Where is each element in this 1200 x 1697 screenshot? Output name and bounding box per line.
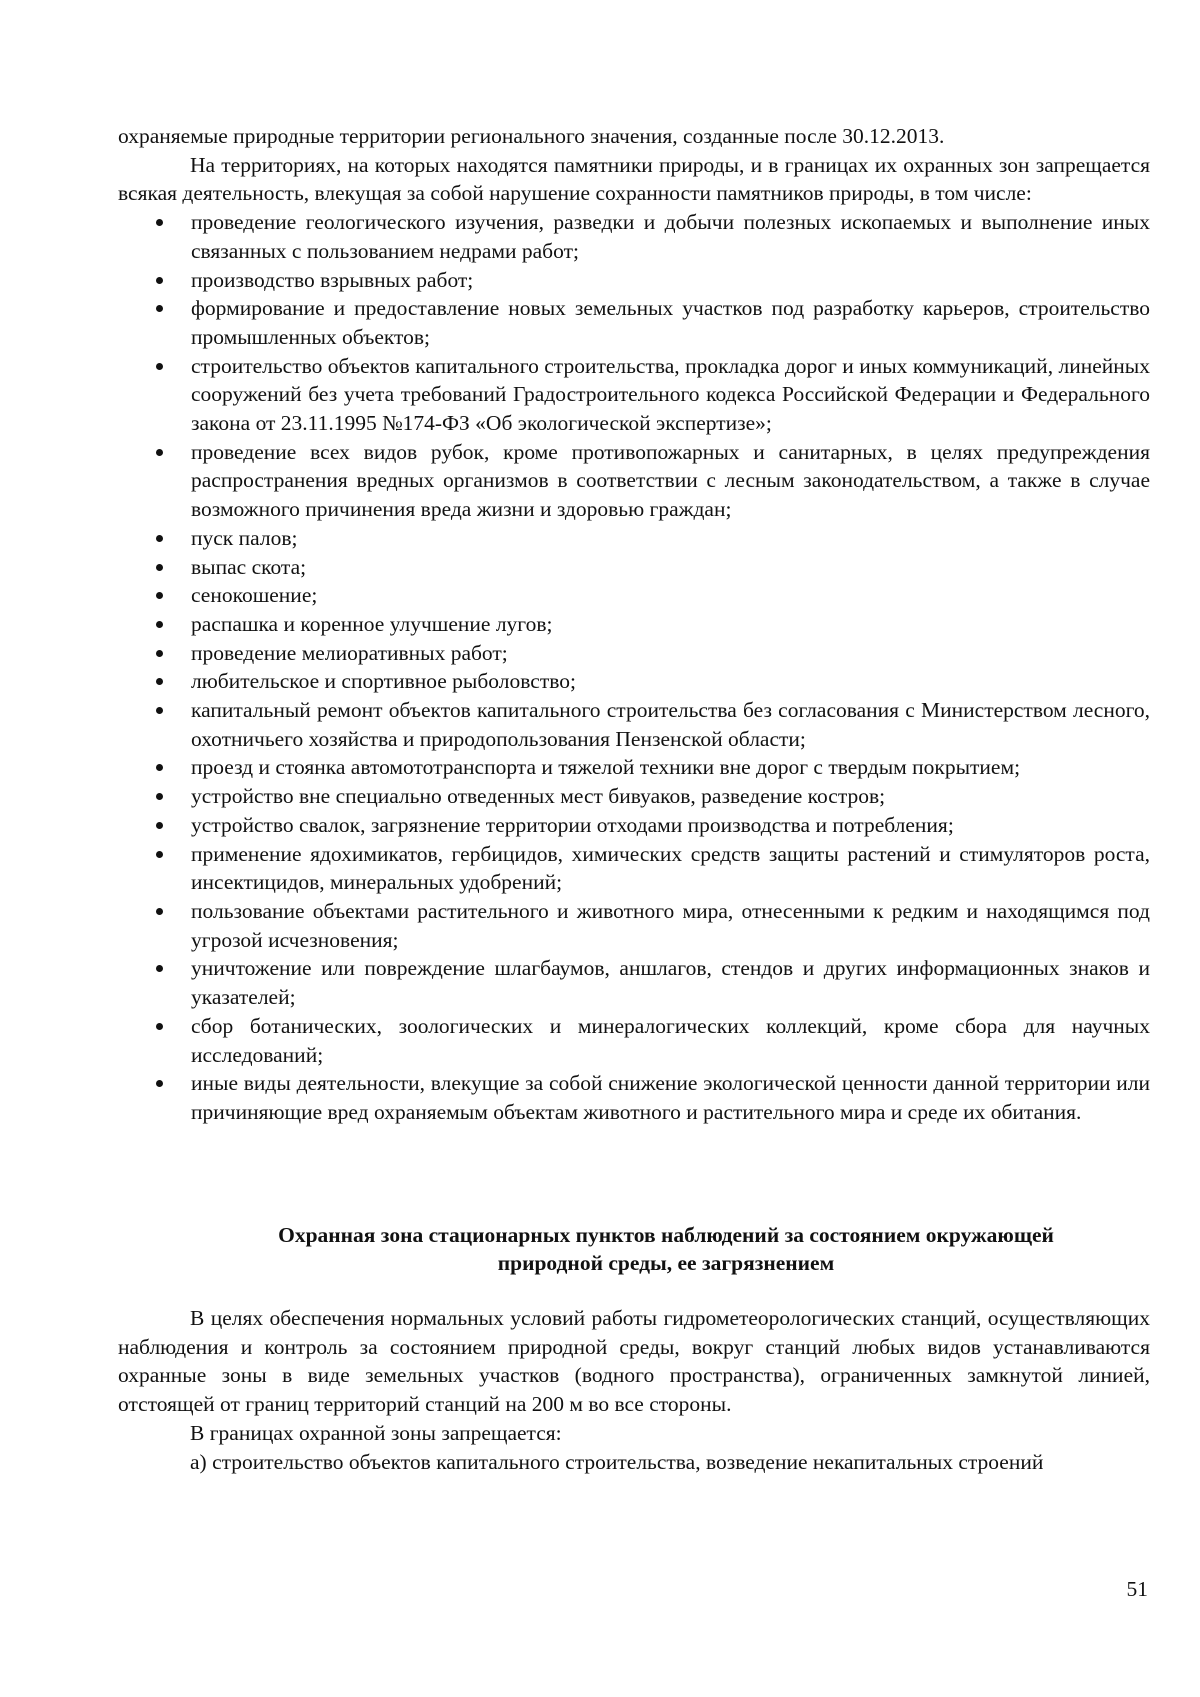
list-item: проведение всех видов рубок, кроме противопожарных и санитарных, в целях предупреждения распространения вредных организмов в соответствии с лесным законодательством, а также в случае возможного причинения вреда жизни и здоровью граждан; bbox=[118, 438, 1150, 524]
list-item: строительство объектов капитального строительства, прокладка дорог и иных коммуникаций, линейных сооружений без учета требований Градостроительного кодекса Российской Федерации и Федерального закона от 23.11.1995 №174-ФЗ «Об экологической экспертизе»; bbox=[118, 352, 1150, 438]
zone-prohibited-paragraph: В границах охранной зоны запрещается: bbox=[190, 1420, 562, 1445]
list-item: пуск палов; bbox=[118, 524, 1150, 553]
prohibited-activities-list bbox=[118, 208, 1150, 1127]
intro-line: охраняемые природные территории регионального значения, созданные после 30.12.2013. bbox=[118, 124, 945, 148]
list-item: формирование и предоставление новых земельных участков под разработку карьеров, строительство промышленных объектов; bbox=[118, 294, 1150, 351]
list-item: проезд и стоянка автомототранспорта и тяжелой техники вне дорог с твердым покрытием; bbox=[118, 753, 1150, 782]
list-item: иные виды деятельности, влекущие за собой снижение экологической ценности данной территории или причиняющие вред охраняемым объектам животного и растительного мира и среде их обитания. bbox=[118, 1069, 1150, 1126]
prohibition-paragraph: На территориях, на которых находятся памятники природы, и в границах их охранных зон запрещается всякая деятельность, влекущая за собой нарушение сохранности памятников природы, в том числе: bbox=[118, 152, 1150, 206]
page-number: 51 bbox=[1126, 1577, 1148, 1601]
list-item: устройство свалок, загрязнение территории отходами производства и потребления; bbox=[118, 811, 1150, 840]
section-heading-line: Охранная зона стационарных пунктов наблюдений за состоянием окружающей bbox=[278, 1222, 1054, 1247]
item-a-paragraph: а) строительство объектов капитального строительства, возведение некапитальных строений bbox=[190, 1449, 1044, 1474]
zones-paragraph: В целях обеспечения нормальных условий работы гидрометеорологических станций, осуществляющих наблюдения и контроль за состоянием природной среды, вокруг станций любых видов устанавливаются охранные зоны в виде земельных участков (водного пространства), ограниченных замкнутой линией, отстоящей от границ территорий станций на 200 м во все стороны. bbox=[118, 1306, 1150, 1417]
list-item: устройство вне специально отведенных мест бивуаков, разведение костров; bbox=[118, 782, 1150, 811]
section-heading bbox=[118, 1221, 1150, 1278]
document-page bbox=[118, 122, 1150, 1476]
list-item: распашка и коренное улучшение лугов; bbox=[118, 610, 1150, 639]
list-item: проведение геологического изучения, разведки и добычи полезных ископаемых и выполнение иных связанных с пользованием недрами работ; bbox=[118, 208, 1150, 265]
section-heading-line: природной среды, ее загрязнением bbox=[497, 1251, 835, 1276]
list-item: применение ядохимикатов, гербицидов, химических средств защиты растений и стимуляторов роста, инсектицидов, минеральных удобрений; bbox=[118, 840, 1150, 897]
list-item: пользование объектами растительного и животного мира, отнесенными к редким и находящимся под угрозой исчезновения; bbox=[118, 897, 1150, 954]
list-item: любительское и спортивное рыболовство; bbox=[118, 667, 1150, 696]
list-item: сенокошение; bbox=[118, 581, 1150, 610]
list-item: уничтожение или повреждение шлагбаумов, аншлагов, стендов и других информационных знаков и указателей; bbox=[118, 954, 1150, 1011]
list-item: производство взрывных работ; bbox=[118, 266, 1150, 295]
list-item: выпас скота; bbox=[118, 553, 1150, 582]
list-item: сбор ботанических, зоологических и минералогических коллекций, кроме сбора для научных исследований; bbox=[118, 1012, 1150, 1069]
list-item: капитальный ремонт объектов капитального строительства без согласования с Министерством лесного, охотничьего хозяйства и природопользования Пензенской области; bbox=[118, 696, 1150, 753]
list-item: проведение мелиоративных работ; bbox=[118, 639, 1150, 668]
